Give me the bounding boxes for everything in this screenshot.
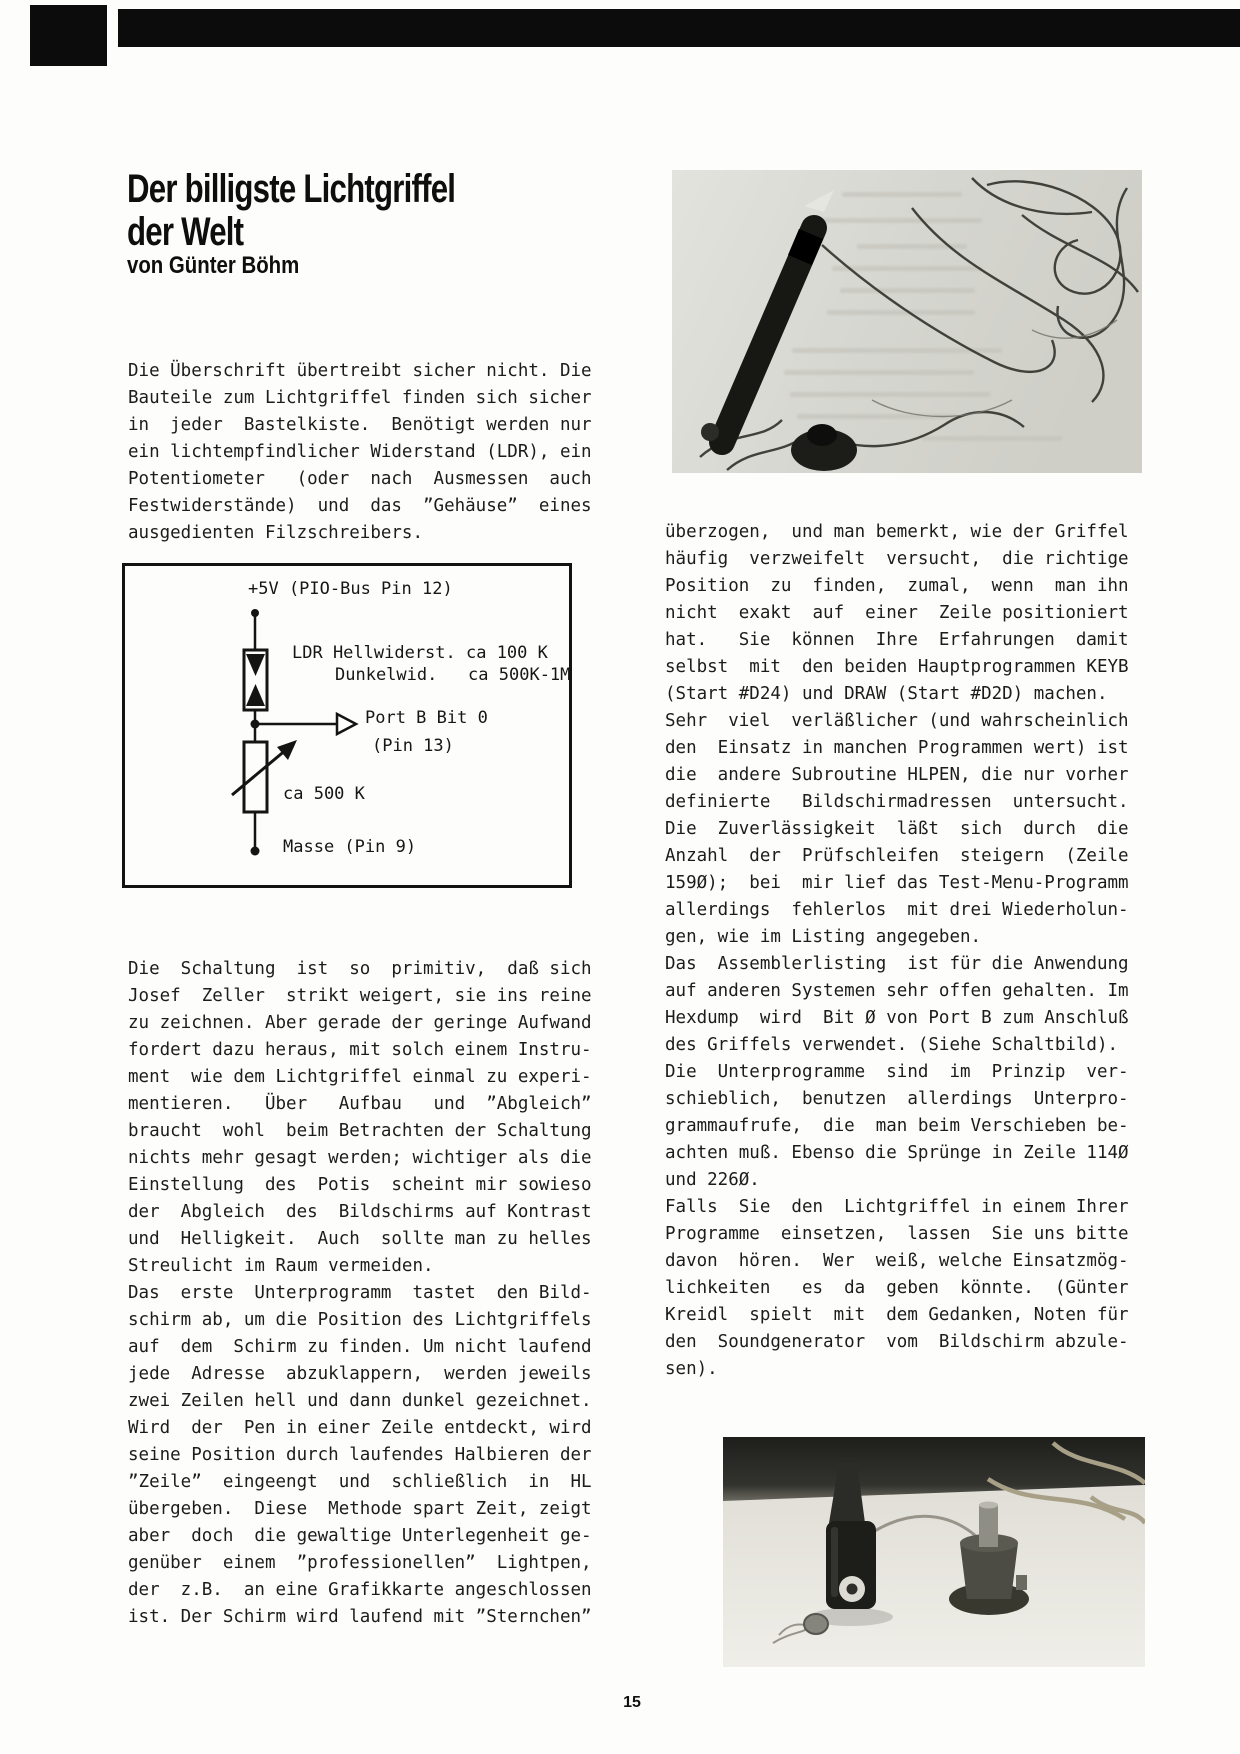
right-column-paragraphs — [665, 519, 1151, 1383]
text-line: definierte Bildschirmadressen untersucht. — [665, 792, 1129, 812]
text-line: zwei Zeilen hell und dann dunkel gezeichnet. — [128, 1391, 592, 1411]
text-line: zu zeichnen. Aber gerade der geringe Aufwand — [128, 1013, 592, 1033]
text-line: Hexdump wird Bit Ø von Port B zum Anschluß — [665, 1008, 1129, 1028]
text-line: Position zu finden, zumal, wenn man ihn — [665, 576, 1129, 596]
text-line: lichkeiten es da geben könnte. (Günter — [665, 1278, 1129, 1298]
text-line: braucht wohl beim Betrachten der Schaltung — [128, 1121, 592, 1141]
text-line: Programme einsetzen, lassen Sie uns bitte — [665, 1224, 1129, 1244]
text-line: übergeben. Diese Methode spart Zeit, zeigt — [128, 1499, 592, 1519]
label-port-b-bit0: Port B Bit 0 — [365, 708, 488, 728]
text-line: ”Zeile” eingeengt und schließlich in HL — [128, 1472, 592, 1492]
text-line: gen, wie im Listing angegeben. — [665, 927, 982, 947]
corner-mark — [30, 5, 107, 66]
text-line: schirm ab, um die Position des Lichtgriffels — [128, 1310, 592, 1330]
left-column-paragraphs — [128, 956, 614, 1631]
text-line: Einstellung des Potis scheint mir sowieso — [128, 1175, 592, 1195]
article-title — [127, 168, 455, 254]
title-line-1: Der billigste Lichtgriffel — [127, 167, 456, 211]
circuit-diagram — [122, 563, 572, 888]
text-line: und Helligkeit. Auch sollte man zu helles — [128, 1229, 592, 1249]
text-line: Das Assemblerlisting ist für die Anwendung — [665, 954, 1129, 974]
text-line: Potentiometer (oder nach Ausmessen auch — [128, 469, 592, 489]
text-line: allerdings fehlerlos mit drei Wiederholun- — [665, 900, 1129, 920]
text-line: (Start #D24) und DRAW (Start #D2D) machen. — [665, 684, 1108, 704]
title-line-2: der Welt — [127, 210, 244, 254]
text-line: überzogen, und man bemerkt, wie der Griffel — [665, 522, 1129, 542]
label-potentiometer-value: ca 500 K — [283, 784, 365, 804]
label-ldr-bright-resistance: LDR Hellwiderst. ca 100 K — [292, 643, 548, 663]
text-line: sen). — [665, 1359, 718, 1379]
text-line: ausgedienten Filzschreibers. — [128, 523, 424, 543]
text-line: in jeder Bastelkiste. Benötigt werden nur — [128, 415, 592, 435]
text-line: mentieren. Über Aufbau und ”Abgleich” — [128, 1094, 592, 1114]
text-line: Festwiderstände) und das ”Gehäuse” eines — [128, 496, 592, 516]
text-line: Die Zuverlässigkeit läßt sich durch die — [665, 819, 1129, 839]
text-line: Josef Zeller strikt weigert, sie ins reine — [128, 986, 592, 1006]
text-line: Das erste Unterprogramm tastet den Bild- — [128, 1283, 592, 1303]
text-line: der z.B. an eine Grafikkarte angeschlossen — [128, 1580, 592, 1600]
left-column-paragraph-1 — [128, 358, 614, 547]
text-line: Die Schaltung ist so primitiv, daß sich — [128, 959, 592, 979]
text-line: Kreidl spielt mit dem Gedanken, Noten für — [665, 1305, 1129, 1325]
text-line: auf anderen Systemen sehr offen gehalten. Im — [665, 981, 1129, 1001]
text-line: nicht exakt auf einer Zeile positioniert — [665, 603, 1129, 623]
text-line: 159Ø); bei mir lief das Test-Menu-Programm — [665, 873, 1129, 893]
text-line: häufig verzweifelt versucht, die richtige — [665, 549, 1129, 569]
label-ldr-dark-resistance: Dunkelwid. ca 500K-1M — [335, 665, 571, 685]
label-supply: +5V (PIO-Bus Pin 12) — [248, 579, 453, 599]
text-line: Die Überschrift übertreibt sicher nicht. Die — [128, 361, 592, 381]
text-line: der Abgleich des Bildschirms auf Kontrast — [128, 1202, 592, 1222]
text-line: davon hören. Wer weiß, welche Einsatzmög- — [665, 1251, 1129, 1271]
text-line: ein lichtempfindlicher Widerstand (LDR), ein — [128, 442, 592, 462]
text-line: fordert dazu heraus, mit solch einem Instru- — [128, 1040, 592, 1060]
text-line: Streulicht im Raum vermeiden. — [128, 1256, 434, 1276]
text-line: auf dem Schirm zu finden. Um nicht laufend — [128, 1337, 592, 1357]
text-line: die andere Subroutine HLPEN, die nur vorher — [665, 765, 1129, 785]
photo-components — [723, 1437, 1145, 1671]
text-line: ist. Der Schirm wird laufend mit ”Sternchen” — [128, 1607, 592, 1627]
text-line: Wird der Pen in einer Zeile entdeckt, wird — [128, 1418, 592, 1438]
text-line: schieblich, benutzen allerdings Unterpro- — [665, 1089, 1129, 1109]
text-line: Sehr viel verläßlicher (und wahrscheinlich — [665, 711, 1129, 731]
photo-light-pen — [672, 170, 1142, 477]
text-line: jede Adresse abzuklappern, werden jeweils — [128, 1364, 592, 1384]
text-line: Anzahl der Prüfschleifen steigern (Zeile — [665, 846, 1129, 866]
text-line: den Einsatz in manchen Programmen wert) ist — [665, 738, 1129, 758]
text-line: achten muß. Ebenso die Sprünge in Zeile 114Ø — [665, 1143, 1129, 1163]
text-line: Bauteile zum Lichtgriffel finden sich sicher — [128, 388, 592, 408]
text-line: des Griffels verwendet. (Siehe Schaltbild). — [665, 1035, 1119, 1055]
page-number: 15 — [623, 1694, 641, 1711]
article-byline: von Günter Böhm — [127, 252, 300, 279]
text-line: seine Position durch laufendes Halbieren der — [128, 1445, 592, 1465]
header-rule-bar — [118, 9, 1240, 47]
text-line: selbst mit den beiden Hauptprogrammen KEYB — [665, 657, 1129, 677]
text-line: grammaufrufe, die man beim Verschieben be- — [665, 1116, 1129, 1136]
text-line: und 226Ø. — [665, 1170, 760, 1190]
text-line: hat. Sie können Ihre Erfahrungen damit — [665, 630, 1129, 650]
text-line: den Soundgenerator vom Bildschirm abzule- — [665, 1332, 1129, 1352]
text-line: ment wie dem Lichtgriffel einmal zu experi- — [128, 1067, 592, 1087]
text-line: aber doch die gewaltige Unterlegenheit ge- — [128, 1526, 592, 1546]
label-ground: Masse (Pin 9) — [283, 837, 417, 857]
text-line: Die Unterprogramme sind im Prinzip ver- — [665, 1062, 1129, 1082]
text-line: nichts mehr gesagt werden; wichtiger als die — [128, 1148, 592, 1168]
text-line: Falls Sie den Lichtgriffel in einem Ihrer — [665, 1197, 1129, 1217]
text-line: genüber einem ”professionellen” Lightpen, — [128, 1553, 592, 1573]
label-pin13: (Pin 13) — [372, 736, 454, 756]
